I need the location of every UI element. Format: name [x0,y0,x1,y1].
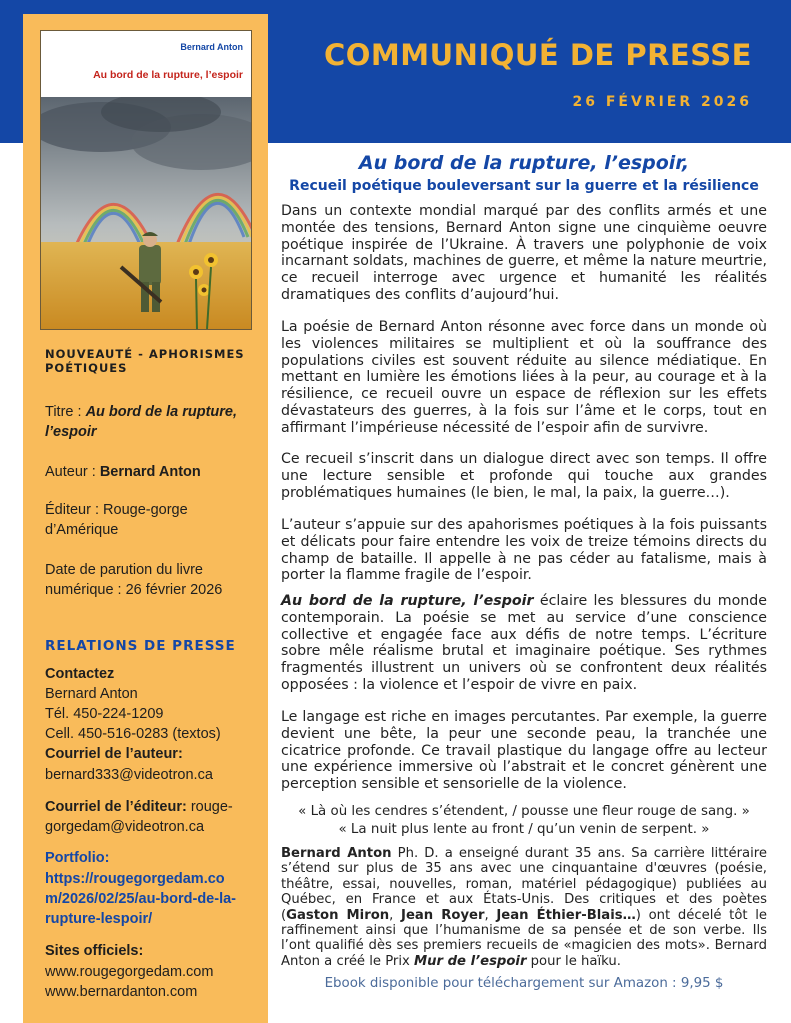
auteur-label: Auteur : [45,464,100,480]
paragraph-4: L’auteur s’appuie sur des apahorismes poétiques à la fois puissants et délicats pour faire entendre les voix de treize témoins directs du champ de bataille. Il appelle à ne pas céder au fatalisme, mais à porter la flamme fragile de l’espoir. [281,517,767,584]
bio-text-a: Ph. D. a enseigné durant 35 ans. Sa carrière littéraire s’étend sur plus de 35 ans avec une cinquantaine d'œuvres (poésie, théâtre, essai, nouvelles, roman, matériel pédagogique) publiées au Québec, en France et aux États-Unis. Des critiques et des poètes ( [281,846,768,923]
bio-prize-name: Mur de l’espoir [414,953,527,969]
bio-text-c: pour le haïku. [526,953,621,969]
paragraph-5-text: éclaire les blessures du monde contemporain. La poésie se met au service d’une conscience collective et engagée face aux défis de notre temps. L’écriture sobre mêle réalisme brutal et imaginaire poétique. Ses rythmes fragmentés illustrent un univers où se confrontent deux réalités opposées : la violence et l’espoir de vivre en paix. [281,593,767,693]
publisher-info: Éditeur : Rouge-gorge d’Amérique [45,502,188,538]
author-info [45,462,255,482]
contact-name: Bernard Anton [45,686,138,702]
paragraph-2: La poésie de Bernard Anton résonne avec force dans un monde où les violences militaires se multiplient et où la souffrance des populations civiles est souvent réduite au silence médiatique. En mettant en lumière les émotions liées à la peur, au courage et à la résilience, ce recueil ouvre un espace de réflexion sur les effets dévastateurs des guerres, à la fois sur l’âme et le corps, tout en affirmant l’impérieuse nécessité de l’espoir afin de survivre. [281,319,767,436]
quote-2: « La nuit plus lente au front / qu’un venin de serpent. » [338,822,710,837]
publisher-email-link[interactable]: rouge-gorgedam@videotron.ca [45,799,233,835]
bio-poet-miron: Gaston Miron [286,907,390,923]
author-email-label: Courriel de l’auteur: [45,746,183,762]
sidebar-section-title-relations: RELATIONS DE PRESSE [45,638,236,654]
ebook-availability: Ebook disponible pour téléchargement sur Amazon : 9,95 $ [324,976,724,991]
sidebar [23,14,268,1023]
paragraph-1: Dans un contexte mondial marqué par des conflits armés et une montée des tensions, Bernard Anton signe une cinquième oeuvre poétique inspirée de l’Ukraine. À travers une polyphonie de voix incarnant soldats, machines de guerre, et même la nature meurtrie, ce recueil interroge avec urgence et humanité les réalités dramatiques des conflits d’aujourd’hui. [281,203,767,303]
contact-tel: Tél. 450-224-1209 [45,706,164,722]
book-title-info [45,402,255,442]
publication-date-info: Date de parution du livre numérique : 26 février 2026 [45,562,223,598]
page-title: COMMUNIQUÉ DE PRESSE [323,38,752,72]
bio-text-b: ) ont décelé tôt le raffinement ainsi que l’humanisme de sa pensée et de son verbe. Ils l’ont qualifié dès ses premiers recueils de «magicien des mots». Bernard Anton a créé le Prix [281,907,768,969]
publisher-email [45,797,255,837]
publisher-email-label: Courriel de l’éditeur: [45,799,187,815]
bio-poet-ethier-blais: Jean Éthier-Blais… [496,907,636,923]
cover-title: Au bord de la rupture, l’espoir [93,69,243,81]
site-link-rougegorge[interactable]: www.rougegorgedam.com [45,964,214,980]
portfolio-label: Portfolio: [45,850,110,866]
quote-1: « Là où les cendres s’étendent, / pousse une fleur rouge de sang. » [298,804,750,819]
titre-value: Au bord de la rupture, l’espoir [45,404,238,440]
paragraph-5 [281,593,767,694]
bio-separator-1: , [389,907,402,923]
cover-author: Bernard Anton [180,42,243,52]
book-cover [40,30,252,330]
site-link-bernardanton[interactable]: www.bernardanton.com [45,984,198,1000]
portfolio-link[interactable]: https://rougegorgedam.com/2026/02/25/au-bord-de-la-rupture-lespoir/ [45,871,236,927]
article-subheading: Recueil poétique bouleversant sur la guerre et la résilience [289,178,759,194]
paragraph-6: Le langage est riche en images percutantes. Par exemple, la guerre devient une bête, la peur une seconde peau, la tranchée une cicatrice profonde. Ce travail plastique du langage offre au lecteur une expérience immersive où l’abstrait et le concret génèrent une perception sensible et sensorielle de la violence. [281,709,767,793]
article-heading: Au bord de la rupture, l’espoir, [358,152,690,174]
bio-separator-2: , [484,907,497,923]
sidebar-section-title-nouveaute: NOUVEAUTÉ - APHORISMES POÉTIQUES [45,347,245,375]
titre-label: Titre : [45,404,86,420]
contact-cell: Cell. 450-516-0283 (textos) [45,726,221,742]
author-email-link[interactable]: bernard333@videotron.ca [45,767,213,783]
author-biography [281,846,767,969]
official-sites-label: Sites officiels: [45,943,144,959]
contact-heading: Contactez [45,666,115,682]
auteur-value: Bernard Anton [99,464,201,480]
cover-illustration-image [41,97,251,329]
paragraph-5-book-title: Au bord de la rupture, l’espoir [281,593,534,609]
bio-poet-royer: Jean Royer [401,907,485,923]
release-date: 26 FÉVRIER 2026 [572,94,752,110]
paragraph-3: Ce recueil s’inscrit dans un dialogue direct avec son temps. Il offre une lecture sensible et profonde qui touche aux grandes problématiques humaines (le bien, le mal, la paix, la guerre…). [281,451,767,501]
bio-name: Bernard Anton [281,846,392,861]
